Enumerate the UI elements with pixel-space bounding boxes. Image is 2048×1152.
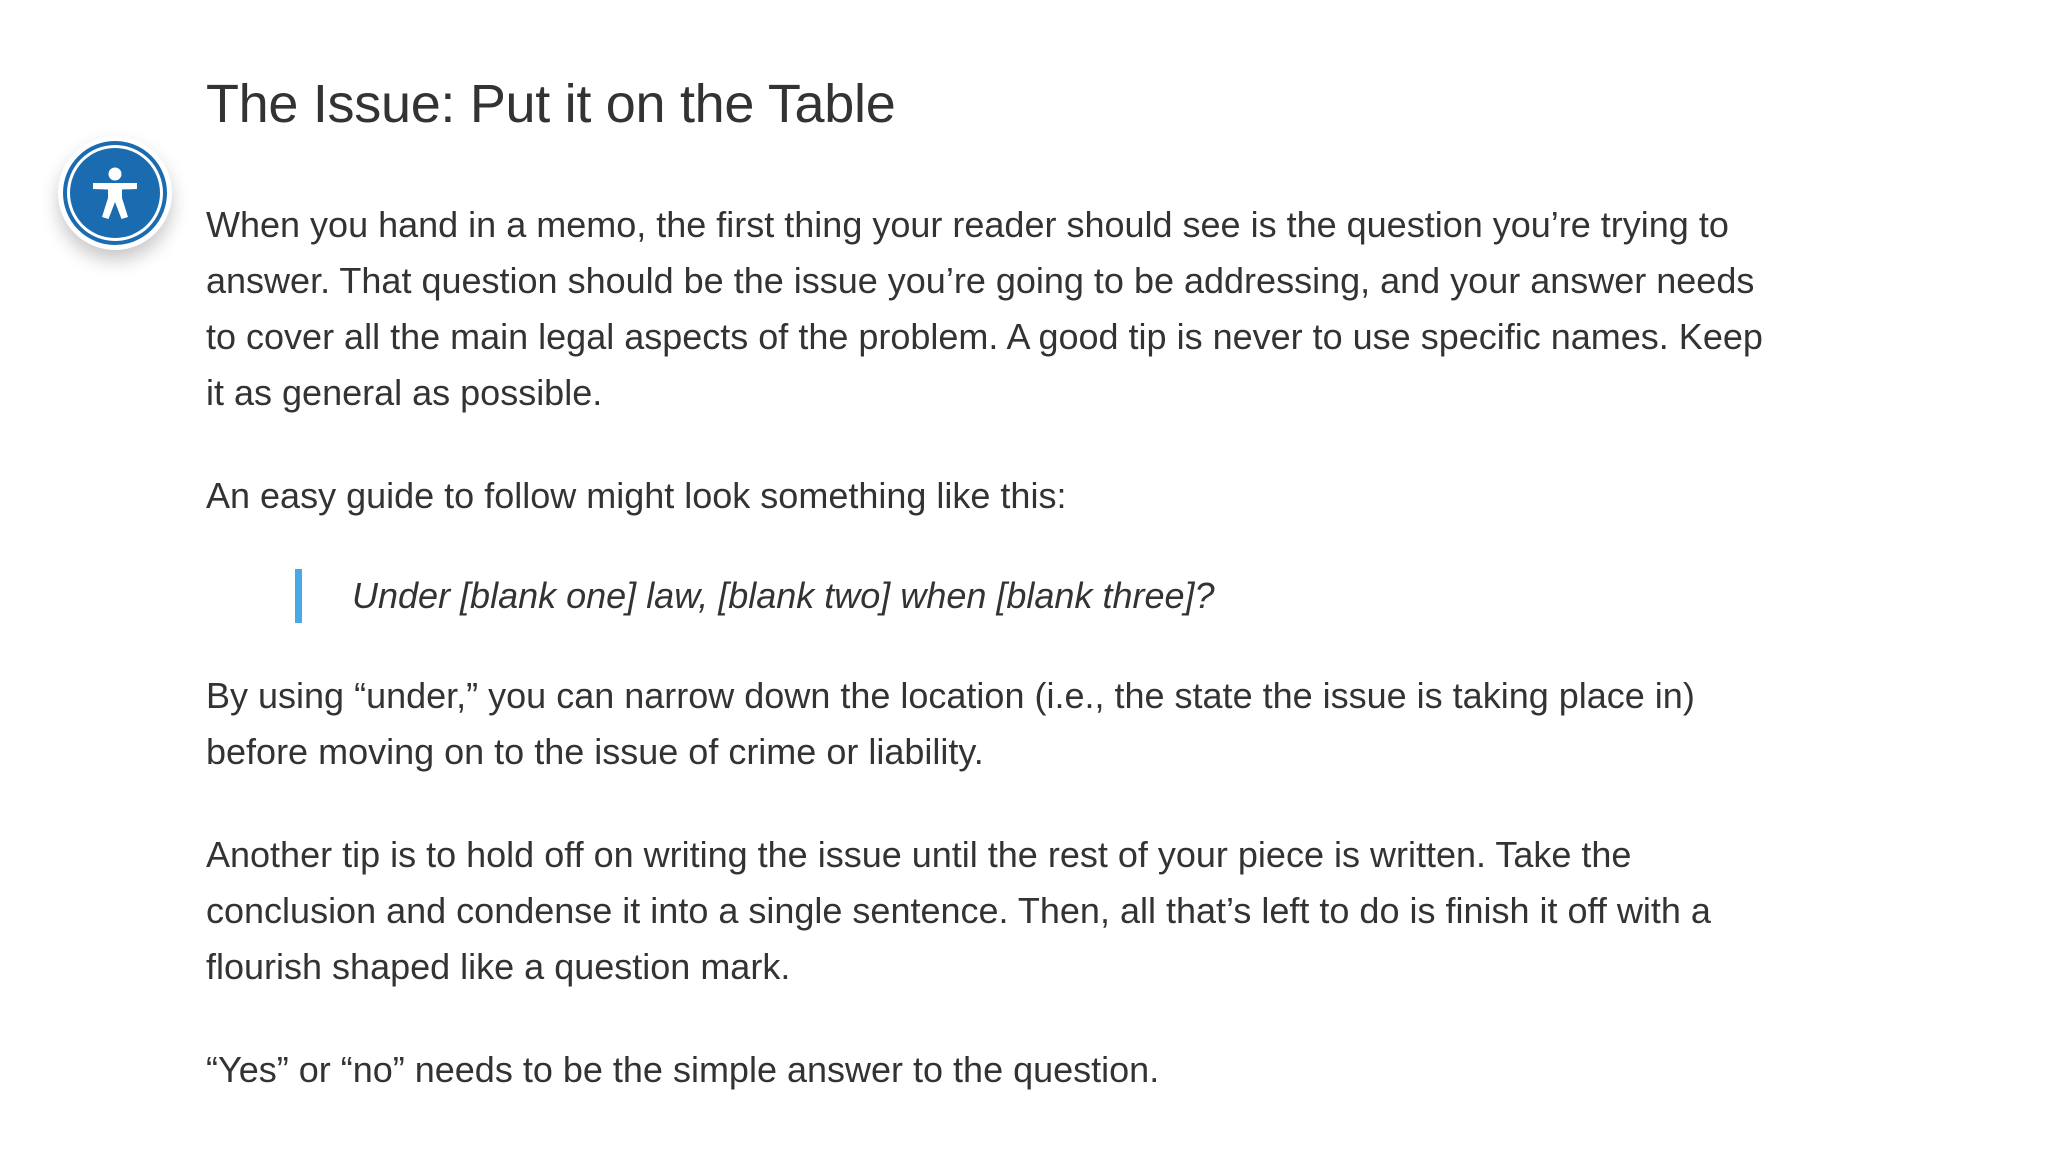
- under-explanation-paragraph: By using “under,” you can narrow down the location (i.e., the state the issue is taking place in) before moving on to the issue of crime or liability.: [206, 674, 1695, 772]
- guide-intro-paragraph: An easy guide to follow might look something like this:: [206, 474, 1067, 516]
- accessibility-button-ring: [63, 141, 167, 245]
- page-title: The Issue: Put it on the Table: [206, 74, 896, 134]
- yes-no-paragraph: “Yes” or “no” needs to be the simple answer to the question.: [206, 1048, 1160, 1090]
- accessibility-button-inner: [70, 148, 160, 238]
- article-content: [206, 72, 1806, 1098]
- intro-paragraph: When you hand in a memo, the first thing your reader should see is the question you’re trying to answer. That question should be the issue you’re going to be addressing, and your answer needs to cover all the main legal aspects of the problem. A good tip is never to use specific names. Keep it as general as possible.: [206, 203, 1763, 413]
- accessibility-button[interactable]: [58, 136, 172, 250]
- issue-template-blockquote: Under [blank one] law, [blank two] when [blank three]?: [295, 569, 1806, 623]
- accessibility-person-icon: [84, 162, 146, 224]
- writing-tip-paragraph: Another tip is to hold off on writing the issue until the rest of your piece is written. Take the conclusion and condense it into a single sentence. Then, all that’s left to do is finish it off with a flourish shaped like a question mark.: [206, 833, 1711, 987]
